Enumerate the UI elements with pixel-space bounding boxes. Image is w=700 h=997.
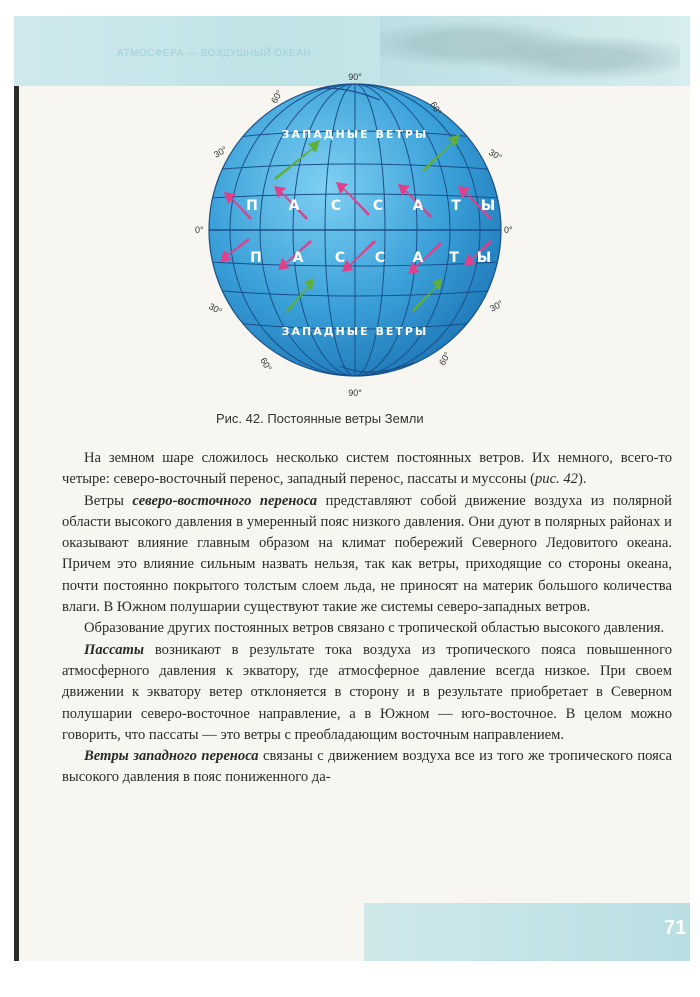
body-text bbox=[62, 448, 672, 789]
trade-letter: П bbox=[250, 250, 262, 266]
latitude-label: 90° bbox=[348, 388, 362, 398]
latitude-label: 60° bbox=[437, 350, 453, 367]
running-header: АТМОСФЕРА — ВОЗДУШНЫЙ ОКЕАН bbox=[117, 48, 312, 59]
trade-letter: Т bbox=[449, 250, 459, 266]
footer-band bbox=[364, 903, 690, 961]
latitude-label: 60° bbox=[258, 356, 274, 373]
paragraph: Ветры западного переноса связаны с движением воздуха все из того же тропического пояса высокого давления в пояс пониженного да- bbox=[62, 748, 673, 786]
term: северо-восточного переноса bbox=[132, 492, 318, 509]
trade-letter: А bbox=[412, 198, 424, 214]
trade-letter: А bbox=[288, 198, 300, 214]
trade-letter: С bbox=[374, 250, 386, 266]
trade-letter: П bbox=[246, 198, 258, 214]
latitude-label: 30° bbox=[488, 298, 505, 314]
figure-caption: Рис. 42. Постоянные ветры Земли bbox=[216, 411, 424, 426]
trade-letter: Ы bbox=[480, 198, 496, 214]
paragraph: Пассаты возникают в результате тока воздуха из тропического пояса повышенного атмосферного давления к экватору, где атмосферное давление всегда низкое. При своем движении к экватору ветер отклоняется в сторону и в результате приобретает в Северном полушарии северо-восточное направление, а в Южном — юго-восточное. В целом можно говорить, что пассаты — это ветры с преобладающим восточным направлением. bbox=[62, 641, 672, 743]
trade-letter: С bbox=[372, 198, 384, 214]
latitude-label: 60° bbox=[428, 100, 444, 117]
page-binding-edge bbox=[14, 16, 19, 961]
figure-reference: рис. 42 bbox=[534, 471, 578, 488]
globe-figure bbox=[190, 70, 520, 400]
term: Ветры западного переноса bbox=[84, 748, 259, 765]
trade-letter: А bbox=[412, 250, 424, 266]
latitude-label: 0° bbox=[504, 225, 513, 235]
latitude-label: 60° bbox=[269, 88, 285, 105]
westerlies-label-bottom: ЗАПАДНЫЕ ВЕТРЫ bbox=[281, 325, 429, 338]
latitude-label: 90° bbox=[348, 72, 362, 82]
term: Пассаты bbox=[84, 641, 144, 658]
paragraph: Образование других постоянных ветров связано с тропической областью высокого давления. bbox=[84, 620, 665, 637]
page-number: 71 bbox=[664, 917, 687, 939]
trade-letter: С bbox=[334, 250, 346, 266]
paragraph: На земном шаре сложилось несколько систем постоянных ветров. Их немного, всего-то четыре: северо-восточный перенос, западный перенос, пассаты и муссоны (рис. 42). bbox=[62, 450, 672, 488]
paragraph: Ветры северо-восточного переноса представляют собой движение воздуха из полярной области высокого давления в умеренный пояс низкого давления. Они дуют в полярных районах и оказывают влияние главным образом на климат побережий Северного Ледовитого океана. Причем это влияние сильным назвать нельзя, так как ветры, приходящие со стороны океана, почти постоянно покрытого толстым слоем льда, не приносят на материк большого количества влаги. В Южном полушарии существуют такие же системы северо-западных ветров. bbox=[62, 492, 672, 616]
trade-letter: Ы bbox=[476, 250, 492, 266]
latitude-label: 30° bbox=[487, 147, 504, 163]
trade-letter: Т bbox=[451, 198, 461, 214]
latitude-label: 30° bbox=[212, 144, 229, 160]
latitude-label: 30° bbox=[207, 301, 224, 317]
trade-letter: А bbox=[292, 250, 304, 266]
latitude-label: 0° bbox=[195, 225, 204, 235]
westerlies-label-top: ЗАПАДНЫЕ ВЕТРЫ bbox=[281, 128, 429, 141]
trade-letter: С bbox=[330, 198, 342, 214]
